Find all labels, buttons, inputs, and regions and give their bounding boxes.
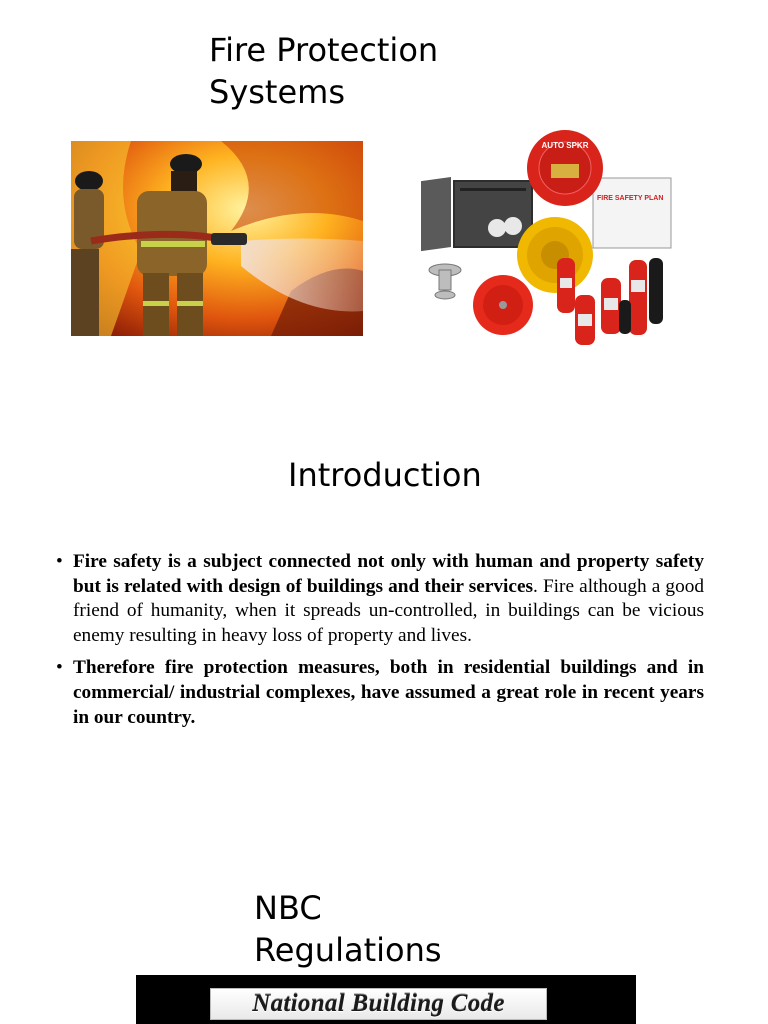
bullet-item [56, 550, 704, 648]
bullet-item [56, 656, 704, 730]
bullet-bold-text: Therefore fire protection measures, both in residential buildings and in commercial/ industrial complexes, have assumed a great role in recent years in our country. [73, 657, 704, 728]
bullet-marker: • [56, 551, 63, 572]
introduction-bullet-list [56, 550, 704, 738]
fire-safety-plan-label: FIRE SAFETY PLAN [597, 195, 664, 202]
bullet-bold-text: Fire safety is a subject connected not only with human and property safety but is related with design of buildings and their services [73, 551, 704, 597]
nbc-banner-text: National Building Code [252, 990, 505, 1017]
nbc-banner-plate [210, 988, 547, 1020]
nbc-banner-image [136, 975, 636, 1024]
slide-title-fire-protection: Fire Protection Systems [209, 31, 439, 111]
slide-title-nbc-regulations: NBC Regulations [254, 889, 442, 969]
firefighters-photo [71, 141, 363, 336]
fire-equipment-photo [415, 130, 677, 345]
slide-title-introduction: Introduction [288, 456, 482, 494]
bullet-normal-text: . Fire although a good friend of humanity, when it spreads un-controlled, in buildings can be vicious enemy resulting in heavy loss of property and lives. [73, 575, 704, 646]
bullet-marker: • [56, 657, 63, 679]
auto-spkr-label: AUTO SPKR [541, 141, 589, 150]
